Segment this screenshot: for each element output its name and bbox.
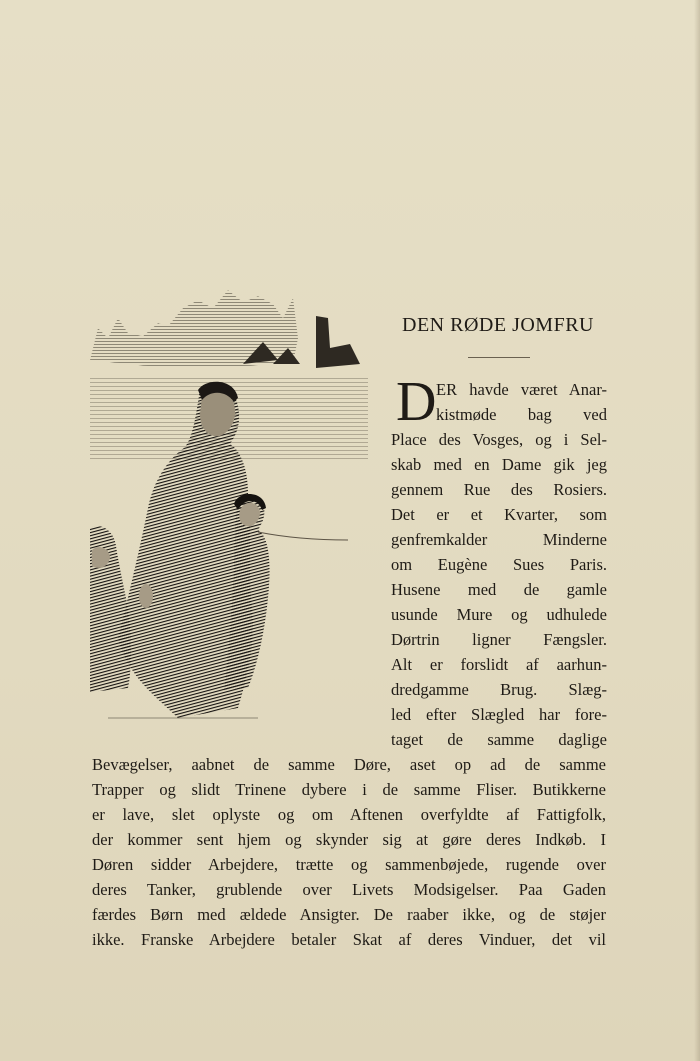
text-line: færdes Børn med ældede Ansigter. De raaber ikke, og de støjer <box>92 905 606 924</box>
text-line: Døren sidder Arbejdere, trætte og sammenbøjede, rugende over <box>92 855 606 874</box>
text-line: gennem Rue des Rosiers. <box>391 480 607 499</box>
text-line: Alt er forslidt af aarhun- <box>391 655 607 674</box>
text-line: usunde Mure og udhulede <box>391 605 607 624</box>
text-line: er lave, slet oplyste og om Aftenen overfyldte af Fattigfolk, <box>92 805 606 824</box>
text-line: Trapper og slidt Trinene dybere i de samme Fliser. Butikkerne <box>92 780 606 799</box>
text-line: Place des Vosges, og i Sel- <box>391 430 607 449</box>
chapter-title: DEN RØDE JOMFRU <box>402 314 594 336</box>
text-line: Det er et Kvarter, som <box>391 505 607 524</box>
text-line: taget de samme daglige <box>391 730 607 749</box>
text-line: Dørtrin ligner Fængsler. <box>391 630 607 649</box>
drop-cap: D <box>396 371 437 433</box>
narrow-text-column <box>391 371 607 752</box>
text-line: Bevægelser, aabnet de samme Døre, aset op ad de samme <box>92 755 606 774</box>
text-line: Husene med de gamle <box>391 580 607 599</box>
text-line: ER havde været Anar- <box>436 380 607 399</box>
text-line: skab med en Dame gik jeg <box>391 455 607 474</box>
text-line: ikke. Franske Arbejdere betaler Skat af deres Vinduer, det vil <box>92 930 606 949</box>
text-line: dredgamme Brug. Slæg- <box>391 680 607 699</box>
text-line: deres Tanker, grublende over Livets Modsigelser. Paa Gaden <box>92 880 606 899</box>
lithograph-illustration <box>88 278 370 723</box>
text-line: om Eugène Sues Paris. <box>391 555 607 574</box>
full-width-text <box>92 752 606 952</box>
text-line: genfremkalder Minderne <box>391 530 607 549</box>
text-line: kistmøde bag ved <box>436 405 607 424</box>
text-line: der kommer sent hjem og skynder sig at gøre deres Indkøb. I <box>92 830 606 849</box>
title-divider <box>468 357 530 358</box>
page-edge-shadow <box>694 0 700 1061</box>
text-line: led efter Slægled har fore- <box>391 705 607 724</box>
